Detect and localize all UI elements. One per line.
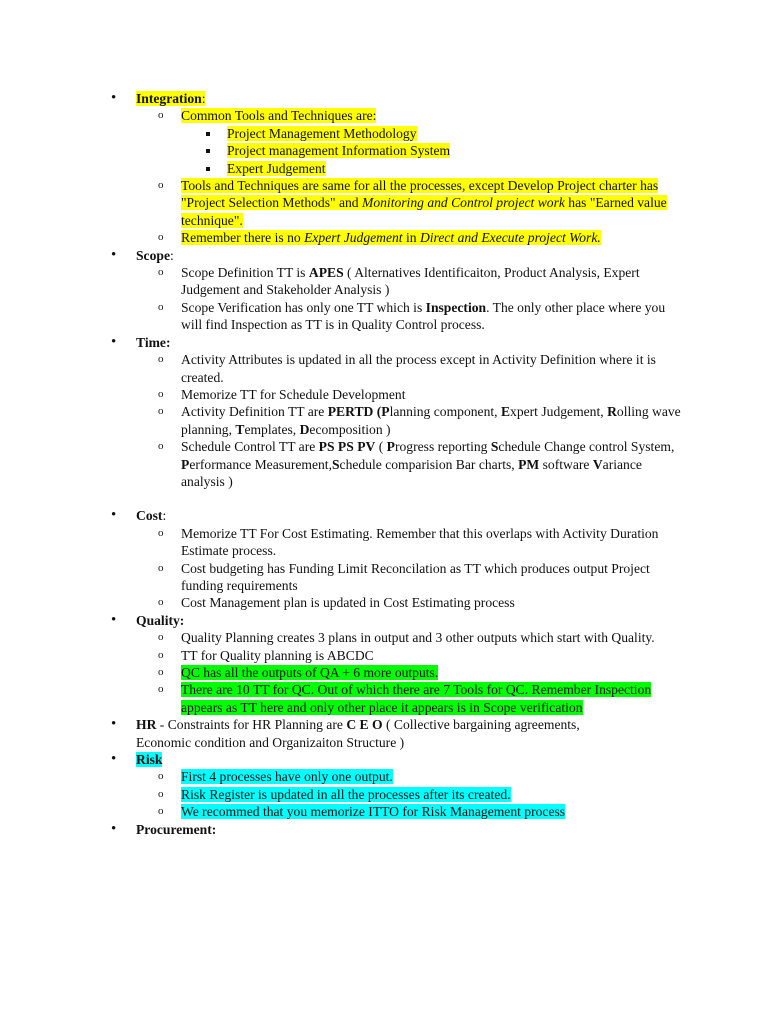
text-bold: C E O — [346, 717, 383, 733]
list-item — [136, 629, 686, 646]
text-bold: Inspection — [425, 299, 487, 315]
list-item — [136, 768, 686, 785]
text-highlighted: QC has all the outputs of QA + 6 more outputs. — [181, 665, 439, 680]
text-bold: P — [386, 439, 395, 455]
quality-list — [136, 629, 768, 716]
text-part: olling wave planning, — [181, 404, 681, 437]
text-highlighted: There are 10 TT for QC. Out of which there are 7 Tools for QC. Remember Inspection appears as TT here and only other place it appears is in Scope verification — [181, 682, 652, 715]
section-title-risk: Risk — [136, 752, 163, 768]
list-item — [136, 107, 686, 177]
section-time — [0, 334, 768, 508]
section-hr — [0, 716, 606, 751]
colon: : — [169, 247, 174, 263]
document-page — [0, 90, 768, 838]
section-title-scope: Scope — [136, 247, 170, 263]
list-item — [136, 351, 686, 386]
section-title-cost: Cost — [136, 508, 163, 524]
list-item — [136, 803, 686, 820]
section-integration — [0, 90, 768, 247]
text-part: Cost budgeting has Funding Limit Reconcilation as TT which produces output Project funding requirements — [181, 560, 650, 593]
text-bold: PERTD ( — [327, 404, 382, 420]
text-part: Tools and Techniques are same for all the processes, except Develop Project charter has "Project Selection Methods" and — [181, 178, 659, 211]
text-italic: Direct and Execute project Work. — [419, 230, 601, 246]
section-procurement — [0, 821, 768, 838]
text-part: ( Alternatives Identificaiton, Product Analysis, Expert Judgement and Stakeholder Analysis ) — [181, 265, 640, 298]
text-part: erformance Measurement, — [189, 456, 332, 472]
text-bold: P — [381, 404, 390, 420]
text-part: . The only other place where you will find Inspection as TT is in Quality Control process. — [181, 299, 666, 333]
text-part: xpert Judgement, — [510, 404, 608, 420]
text-bold: T — [235, 421, 245, 437]
text-part: rogress reporting — [394, 439, 491, 455]
list-item — [181, 160, 686, 177]
list-item — [136, 403, 686, 438]
section-title-hr: HR — [136, 717, 157, 733]
text-part: software — [539, 456, 593, 472]
text-part: lanning component, — [389, 404, 501, 420]
text-bold: S — [331, 456, 340, 472]
list-item — [136, 299, 686, 334]
section-title-quality: Quality: — [136, 612, 185, 628]
text-italic: Monitoring and Control project work — [362, 195, 565, 211]
text-part: ecomposition ) — [309, 421, 391, 437]
text-part: Scope Definition TT is — [181, 265, 309, 281]
text-italic: Expert Judgement — [304, 230, 403, 246]
tt-same-text — [181, 178, 667, 228]
text-highlighted: First 4 processes have only one output. — [181, 769, 393, 785]
list-item — [136, 438, 686, 490]
section-title-time: Time: — [136, 334, 171, 350]
text-bold: APES — [308, 265, 344, 281]
list-item — [136, 786, 686, 803]
text-part: has "Earned value technique". — [181, 195, 667, 228]
outline-list — [0, 90, 768, 838]
integration-list — [136, 107, 768, 246]
tool-item-text: Project management Information System — [227, 143, 451, 159]
tool-item-text: Project Management Methodology — [227, 125, 417, 141]
text-part: Memorize TT for Schedule Development — [181, 386, 406, 402]
common-tools-text: Common Tools and Techniques are: — [181, 108, 377, 124]
remember-text — [181, 230, 601, 245]
section-quality — [0, 612, 768, 716]
time-list — [136, 351, 768, 490]
list-item — [136, 264, 686, 299]
text-bold: E — [500, 404, 511, 420]
list-item — [136, 525, 686, 560]
text-bold: PM — [518, 456, 540, 472]
scope-list — [136, 264, 768, 334]
text-part: Memorize TT For Cost Estimating. Remember that this overlaps with Activity Duration Estimate process. — [181, 525, 659, 559]
section-scope — [0, 247, 768, 334]
text-part: Cost Management plan is updated in Cost Estimating process — [181, 595, 515, 611]
section-title-procurement: Procurement: — [136, 821, 217, 837]
text-bold: R — [607, 404, 617, 420]
text-highlighted: We recommed that you memorize ITTO for Risk Management process — [181, 804, 566, 820]
colon: : — [162, 508, 167, 524]
common-tools-list — [181, 125, 686, 177]
text-part: chedule Change control System, — [498, 439, 675, 455]
risk-list — [136, 768, 768, 820]
text-bold: D — [299, 421, 310, 437]
tool-item-text: Expert Judgement — [227, 160, 326, 176]
text-part: Scope Verification has only one TT which is — [181, 299, 426, 315]
section-risk — [0, 751, 768, 821]
colon: : — [201, 91, 206, 106]
text-part: ( Collective bargaining agreements, Economic condition and Organizaiton Structure ) — [136, 717, 580, 750]
text-bold: PS PS PV — [318, 439, 376, 455]
list-item — [136, 386, 686, 403]
text-part: Quality Planning creates 3 plans in output and 3 other outputs which start with Quality. — [181, 630, 655, 646]
text-part: chedule comparision Bar charts, — [339, 456, 519, 472]
list-item — [136, 560, 686, 595]
text-part: ( — [375, 439, 387, 455]
text-part: emplates, — [244, 421, 300, 437]
text-bold: V — [592, 456, 603, 472]
list-item — [136, 681, 686, 716]
list-item — [136, 229, 686, 246]
blank-line — [136, 490, 768, 507]
text-part: Activity Definition TT are — [181, 404, 328, 420]
text-part: Remember there is no — [181, 230, 305, 246]
text-bold: P — [181, 456, 190, 472]
list-item — [136, 177, 686, 229]
text-part: in — [402, 230, 420, 246]
text-part: - Constraints for HR Planning are — [156, 717, 347, 733]
section-title-integration: Integration — [136, 91, 202, 106]
list-item — [181, 125, 686, 142]
list-item — [136, 664, 686, 681]
text-highlighted: Risk Register is updated in all the processes after its created. — [181, 786, 511, 802]
text-part: Activity Attributes is updated in all the process except in Activity Definition where it is created. — [181, 352, 656, 385]
text-part: ariance analysis ) — [181, 456, 642, 489]
list-item — [136, 647, 686, 664]
list-item — [136, 594, 686, 611]
cost-list — [136, 525, 768, 612]
text-part: TT for Quality planning is ABCDC — [181, 647, 374, 663]
list-item — [181, 142, 686, 159]
section-cost — [0, 507, 768, 611]
text-part: Schedule Control TT are — [181, 439, 319, 455]
text-bold: S — [490, 439, 499, 455]
